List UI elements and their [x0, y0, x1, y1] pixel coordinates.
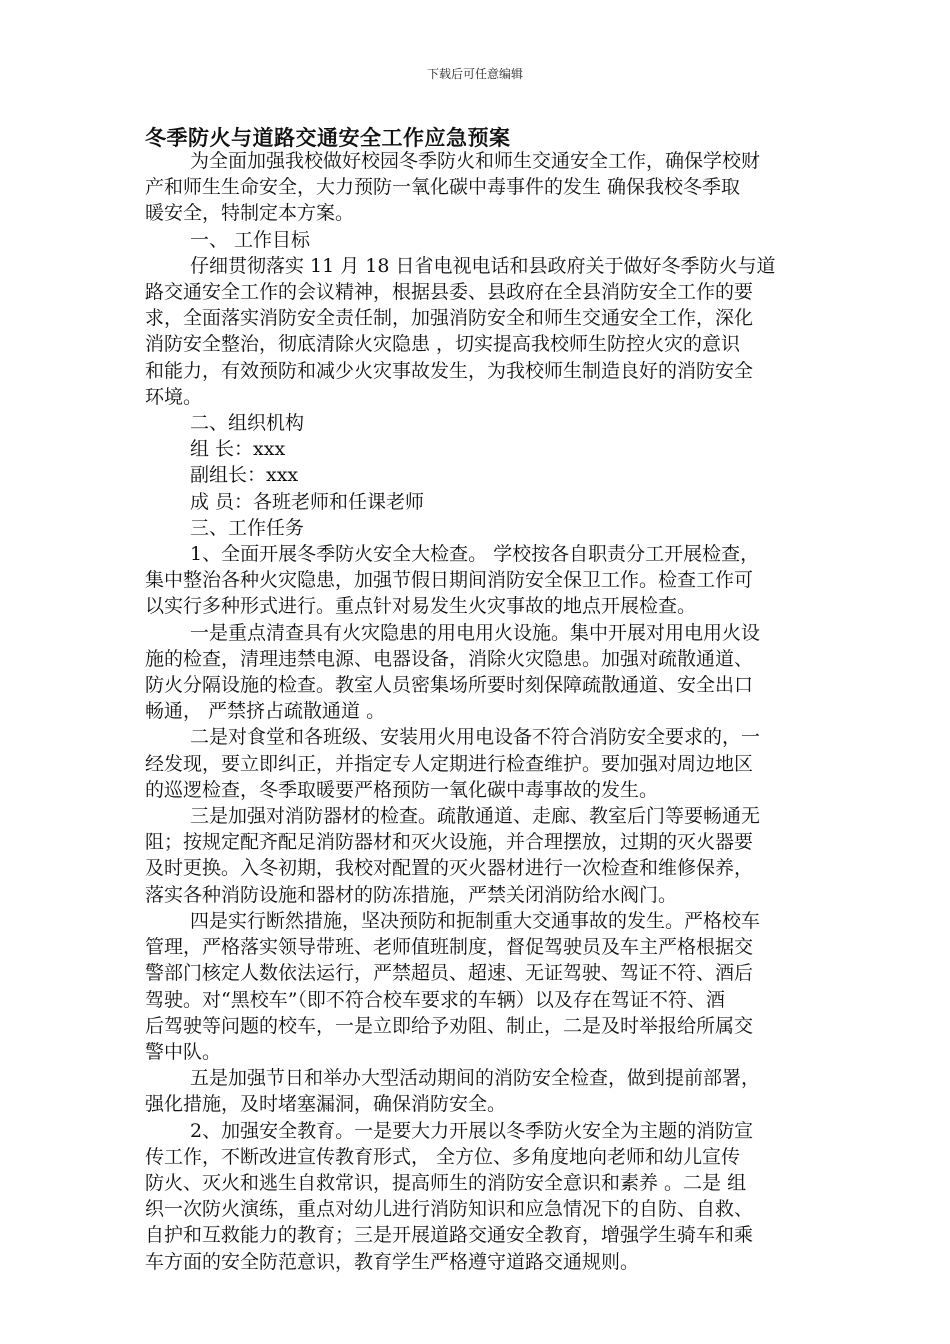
text-line: 施的检查，清理违禁电源、电器设备，消除火灾隐患。加强对疏散通道、 [145, 647, 754, 670]
text-line: 路交通安全工作的会议精神，根据县委、县政府在全县消防安全工作的要 [145, 281, 754, 304]
text-line: 求，全面落实消防安全责任制，加强消防安全和师生交通安全工作，深化 [145, 307, 754, 330]
text-line: 管理，严格落实领导带班、老师值班制度，督促驾驶员及车主严格根据交 [145, 936, 754, 959]
text-line: 防火、灭火和逃生自救常识，提高师生的消防安全意识和素养 。二是 组 [145, 1171, 747, 1194]
text-line: 传工作，不断改进宣传教育形式， 全方位、多角度地向老师和幼儿宣传 [145, 1145, 741, 1168]
text-line: 阻；按规定配齐配足消防器材和灭火设施，并合理摆放，过期的灭火器要 [145, 831, 754, 854]
text-line: 副组长：xxx [190, 464, 299, 487]
text-line: 成 员：各班老师和任课老师 [190, 490, 425, 513]
text-line: 产和师生生命安全，大力预防一氧化碳中毒事件的发生 确保我校冬季取 [145, 176, 741, 199]
text-line: 以实行多种形式进行。重点针对易发生火灾事故的地点开展检查。 [145, 595, 697, 618]
text-line: 三、工作任务 [190, 516, 305, 539]
document-title: 冬季防火与道路交通安全工作应急预案 [145, 125, 511, 150]
text-line: 和能力，有效预防和减少火灾事故发生，为我校师生制造良好的消防安全 [145, 359, 754, 382]
text-line: 后驾驶等问题的校车，一是立即给予劝阻、制止，二是及时举报给所属交 [145, 1014, 754, 1037]
text-line: 仔细贯彻落实 11 月 18 日省电视电话和县政府关于做好冬季防火与道 [190, 254, 776, 277]
text-line: 警部门核定人数依法运行，严禁超员、超速、无证驾驶、驾证不符、酒后 [145, 962, 754, 985]
text-line: 强化措施，及时堵塞漏洞，确保消防安全。 [145, 1093, 507, 1116]
text-line: 防火分隔设施的检查。教室人员密集场所要时刻保障疏散通道、安全出口 [145, 674, 754, 697]
text-line: 及时更换。入冬初期，我校对配置的灭火器材进行一次检查和维修保养， [145, 857, 754, 880]
text-line: 四是实行断然措施，坚决预防和扼制重大交通事故的发生。严格校车 [190, 909, 761, 932]
text-line: 2、加强安全教育。一是要大力开展以冬季防火安全为主题的消防宣 [190, 1119, 754, 1142]
text-line: 自护和互救能力的教育；三是开展道路交通安全教育，增强学生骑车和乘 [145, 1224, 754, 1247]
text-line: 落实各种消防设施和器材的防冻措施，严禁关闭消防给水阀门。 [145, 883, 678, 906]
page-header-note: 下载后可任意编辑 [426, 67, 523, 81]
text-line: 组 长：xxx [190, 438, 286, 461]
text-line: 车方面的安全防范意识，教育学生严格遵守道路交通规则。 [145, 1250, 640, 1273]
text-line: 经发现，要立即纠正，并指定专人定期进行检查维护。要加强对周边地区 [145, 752, 754, 775]
text-line: 的巡逻检查，冬季取暖要严格预防一氧化碳中毒事故的发生。 [145, 778, 659, 801]
text-line: 畅通， 严禁挤占疏散通道 。 [145, 700, 386, 723]
text-line: 为全面加强我校做好校园冬季防火和师生交通安全工作，确保学校财 [190, 150, 761, 172]
text-line: 二是对食堂和各班级、安装用火用电设备不符合消防安全要求的，一 [190, 726, 761, 749]
text-line: 消防安全整治，彻底清除火灾隐患 ，切实提高我校师生防控火灾的意识 [145, 333, 741, 356]
text-line: 集中整治各种火灾隐患，加强节假日期间消防安全保卫工作。检查工作可 [145, 569, 754, 592]
text-line: 1、全面开展冬季防火安全大检查。 学校按各自职责分工开展检查， [190, 543, 760, 566]
text-line: 驾驶。对“黑校车”（即不符合校车要求的车辆）以及存在驾证不符、酒 [145, 988, 725, 1011]
text-line: 五是加强节日和举办大型活动期间的消防安全检查，做到提前部署， [190, 1067, 761, 1090]
text-line: 一是重点清查具有火灾隐患的用电用火设施。集中开展对用电用火设 [190, 621, 761, 644]
document-body [145, 148, 859, 1275]
text-line: 织一次防火演练，重点对幼儿进行消防知识和应急情况下的自防、自救、 [145, 1198, 754, 1221]
text-line: 警中队。 [145, 1040, 222, 1063]
text-line: 二、组织机构 [190, 412, 305, 435]
text-line: 暖安全，特制定本方案。 [145, 202, 355, 225]
text-line: 一、 工作目标 [190, 228, 311, 251]
text-line: 环境。 [145, 385, 203, 408]
text-line: 三是加强对消防器材的检查。疏散通道、走廊、教室后门等要畅通无 [190, 805, 761, 828]
